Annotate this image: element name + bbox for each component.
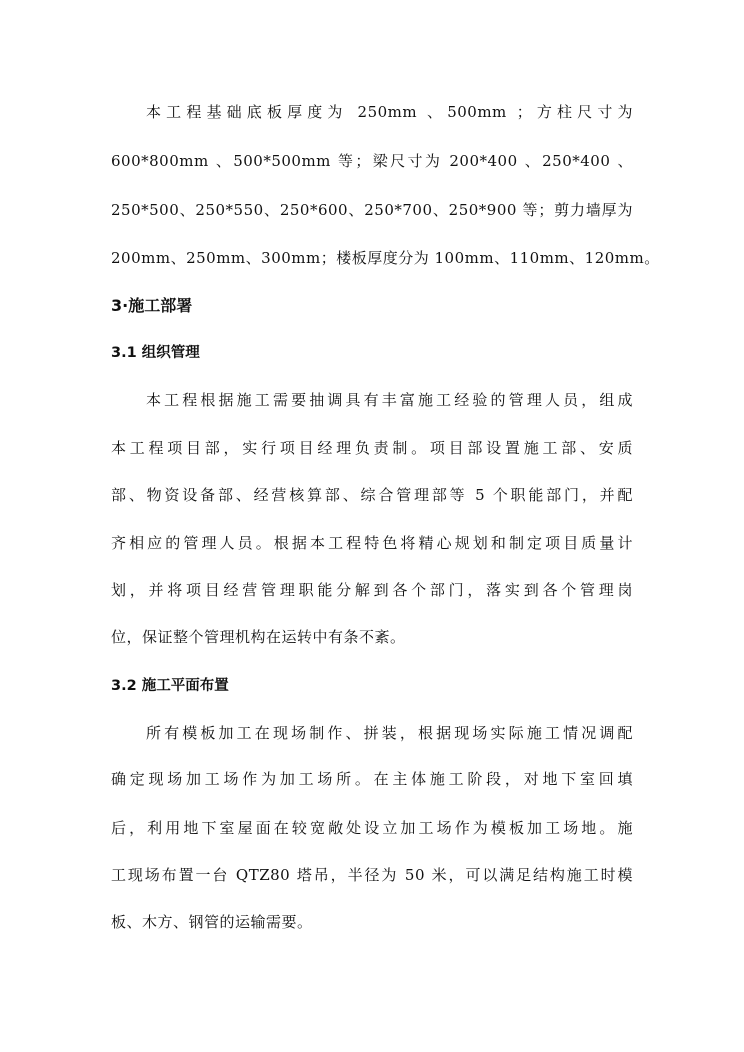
text-line: 本工程基础底板厚度为 250mm 、500mm ；方柱尺寸为 xyxy=(146,103,633,121)
section-heading-3-2: 3.2 施工平面布置 xyxy=(111,678,229,694)
text-line: 600*800mm 、500*500mm 等；梁尺寸为 200*400 、250*400 、 xyxy=(111,152,633,170)
section-heading-3: 3·施工部署 xyxy=(111,296,193,315)
text-line: 200mm、250mm、300mm；楼板厚度分为 100mm、110mm、120mm。 xyxy=(111,249,660,267)
text-line: 位，保证整个管理机构在运转中有条不紊。 xyxy=(111,628,406,646)
text-line: 划，并将项目经营管理职能分解到各个部门，落实到各个管理岗 xyxy=(111,581,633,599)
text-line: 所有模板加工在现场制作、拼装，根据现场实际施工情况调配 xyxy=(146,724,633,742)
text-line: 工现场布置一台 QTZ80 塔吊，半径为 50 米，可以满足结构施工时模 xyxy=(111,866,633,884)
text-line: 板、木方、钢管的运输需要。 xyxy=(111,913,313,931)
text-line: 250*500、250*550、250*600、250*700、250*900 等；剪力墙厚为 xyxy=(111,201,633,219)
text-line: 本工程项目部，实行项目经理负责制。项目部设置施工部、安质 xyxy=(111,439,633,457)
text-line: 后，利用地下室屋面在较宽敞处设立加工场作为模板加工场地。施 xyxy=(111,819,633,837)
text-line: 齐相应的管理人员。根据本工程特色将精心规划和制定项目质量计 xyxy=(111,534,633,552)
text-line: 本工程根据施工需要抽调具有丰富施工经验的管理人员，组成 xyxy=(146,391,633,409)
section-heading-3-1: 3.1 组织管理 xyxy=(111,345,200,361)
text-line: 确定现场加工场作为加工场所。在主体施工阶段，对地下室回填 xyxy=(111,770,633,788)
text-line: 部、物资设备部、经营核算部、综合管理部等 5 个职能部门，并配 xyxy=(111,486,633,504)
